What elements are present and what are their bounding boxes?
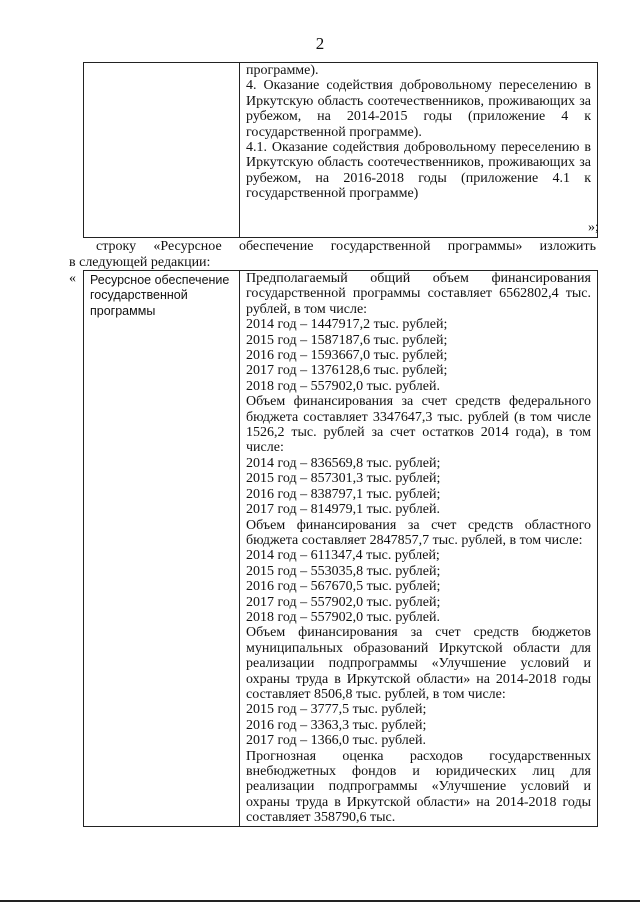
programme-list-cell <box>240 63 598 238</box>
municipal-2016: 2016 год – 3363,3 тыс. рублей; <box>246 717 427 733</box>
regional-2016: 2016 год – 567670,5 тыс. рублей; <box>246 579 441 595</box>
resource-content-cell <box>240 271 598 827</box>
closing-quote-mark: »; <box>588 220 599 235</box>
empty-label-cell <box>84 63 240 238</box>
total-2018: 2018 год – 557902,0 тыс. рублей. <box>246 378 440 394</box>
federal-2016: 2016 год – 838797,1 тыс. рублей; <box>246 486 441 502</box>
resource-label-cell <box>84 271 240 827</box>
page-bottom-edge <box>0 900 640 902</box>
total-2016: 2016 год – 1593667,0 тыс. рублей; <box>246 348 448 364</box>
regional-2015: 2015 год – 553035,8 тыс. рублей; <box>246 563 441 579</box>
total-2014: 2014 год – 1447917,2 тыс. рублей; <box>246 317 448 333</box>
opening-quote-mark: « <box>69 271 76 286</box>
municipal-2015: 2015 год – 3777,5 тыс. рублей; <box>246 702 427 718</box>
amendment-instruction-continuation: в следующей редакции: <box>69 255 211 270</box>
total-funding-paragraph: Предполагаемый общий объем финансирования государственной программы составляет 6562802,4 тыс. рублей, в том числе: <box>246 271 591 317</box>
list-item-4-1: 4.1. Оказание содействия добровольному переселению в Иркутскую область соотечественников, проживающих за рубежом, на 2016-2018 годы (приложение 4.1 к государственной программе) <box>246 140 591 202</box>
municipal-2017: 2017 год – 1366,0 тыс. рублей. <box>246 733 426 749</box>
programme-table-continuation <box>83 62 598 238</box>
amendment-instruction: строку «Ресурсное обеспечение государственной программы» изложить <box>96 239 596 254</box>
regional-2014: 2014 год – 611347,4 тыс. рублей; <box>246 548 440 564</box>
total-2015: 2015 год – 1587187,6 тыс. рублей; <box>246 332 448 348</box>
resource-table <box>83 270 598 827</box>
list-item-tail: программе). <box>246 63 319 78</box>
federal-2014: 2014 год – 836569,8 тыс. рублей; <box>246 455 441 471</box>
municipal-funding-paragraph: Объем финансирования за счет средств бюджетов муниципальных образований Иркутской области для реализации подпрограммы «Улучшение условий и охраны труда в Иркутской области» на 2014-2018 годы составляет 8506,8 тыс. рублей, в том числе: <box>246 625 591 702</box>
regional-2017: 2017 год – 557902,0 тыс. рублей; <box>246 594 441 610</box>
resource-label: Ресурсное обеспечение государственной программы <box>90 273 230 318</box>
extrabudgetary-estimate-paragraph: Прогнозная оценка расходов государственных внебюджетных фондов и юридических лиц для реализации подпрограммы «Улучшение условий и охраны труда в Иркутской области» на 2014-2018 годы составляет 358790,6 тыс. <box>246 748 591 826</box>
federal-2015: 2015 год – 857301,3 тыс. рублей; <box>246 471 441 487</box>
total-2017: 2017 год – 1376128,6 тыс. рублей; <box>246 363 448 379</box>
regional-funding-paragraph: Объем финансирования за счет средств областного бюджета составляет 2847857,7 тыс. рублей, в том числе: <box>246 517 591 548</box>
regional-2018: 2018 год – 557902,0 тыс. рублей. <box>246 609 440 625</box>
federal-2017: 2017 год – 814979,1 тыс. рублей. <box>246 502 440 518</box>
list-item-4: 4. Оказание содействия добровольному переселению в Иркутскую область соотечественников, проживающих за рубежом, на 2014-2015 годы (приложение 4 к государственной программе). <box>246 78 591 140</box>
federal-funding-paragraph: Объем финансирования за счет средств федерального бюджета составляет 3347647,3 тыс. рублей (в том числе 1526,2 тыс. рублей за счет остатков 2014 года), в том числе: <box>246 394 591 456</box>
page-number: 2 <box>315 34 325 53</box>
